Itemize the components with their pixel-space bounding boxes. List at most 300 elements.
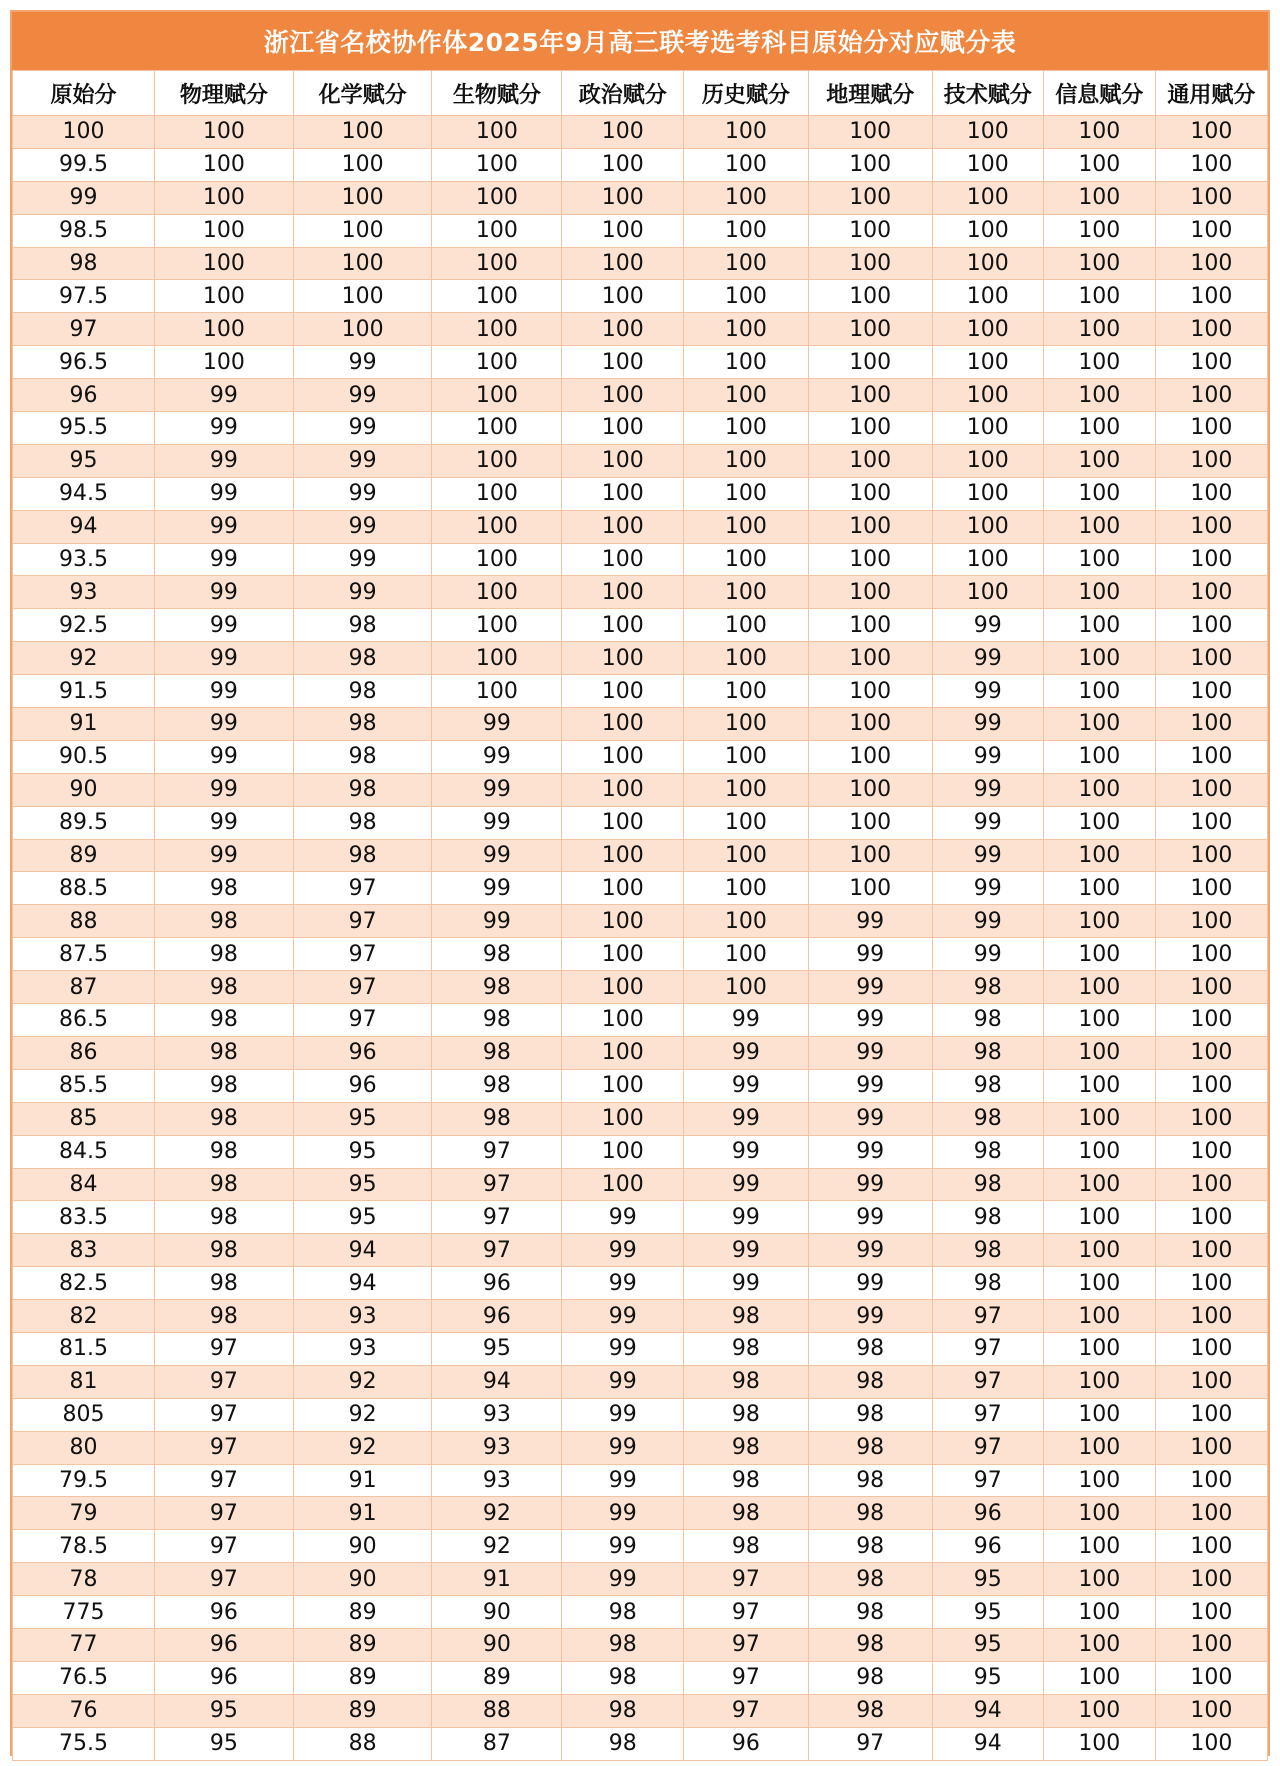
scaled-score-cell: 100: [684, 543, 808, 576]
scaled-score-cell: 99: [155, 708, 294, 741]
scaled-score-cell: 99: [684, 1102, 808, 1135]
scaled-score-cell: 99: [432, 773, 562, 806]
scaled-score-cell: 98: [293, 708, 432, 741]
table-row: [13, 1365, 1268, 1398]
scaled-score-cell: 100: [562, 708, 684, 741]
scaled-score-cell: 100: [932, 576, 1043, 609]
raw-score-cell: 87: [13, 971, 155, 1004]
scaled-score-cell: 99: [432, 872, 562, 905]
scaled-score-cell: 100: [808, 444, 932, 477]
table-row: [13, 642, 1268, 675]
scaled-score-cell: 99: [684, 1004, 808, 1037]
scaled-score-cell: 100: [1043, 938, 1155, 971]
scaled-score-cell: 89: [293, 1694, 432, 1727]
scaled-score-cell: 100: [293, 247, 432, 280]
scaled-score-cell: 100: [432, 148, 562, 181]
scaled-score-cell: 99: [432, 740, 562, 773]
scaled-score-cell: 98: [932, 1004, 1043, 1037]
raw-score-cell: 95.5: [13, 412, 155, 445]
raw-score-cell: 88.5: [13, 872, 155, 905]
scaled-score-cell: 100: [432, 412, 562, 445]
scaled-score-cell: 98: [932, 1201, 1043, 1234]
scaled-score-cell: 99: [932, 773, 1043, 806]
scaled-score-cell: 100: [562, 839, 684, 872]
scaled-score-cell: 100: [1155, 1464, 1267, 1497]
scaled-score-cell: 99: [293, 576, 432, 609]
scaled-score-cell: 100: [808, 543, 932, 576]
scaled-score-cell: 95: [293, 1135, 432, 1168]
scaled-score-cell: 100: [808, 806, 932, 839]
scaled-score-cell: 100: [808, 609, 932, 642]
scaled-score-cell: 100: [808, 576, 932, 609]
scaled-score-cell: 100: [1155, 1069, 1267, 1102]
raw-score-cell: 96.5: [13, 346, 155, 379]
scaled-score-cell: 100: [562, 740, 684, 773]
scaled-score-cell: 100: [808, 346, 932, 379]
scaled-score-cell: 100: [1043, 1069, 1155, 1102]
scaled-score-cell: 100: [1043, 247, 1155, 280]
table-row: [13, 938, 1268, 971]
scaled-score-cell: 98: [432, 1036, 562, 1069]
scaled-score-cell: 100: [932, 543, 1043, 576]
scaled-score-cell: 96: [432, 1300, 562, 1333]
scaled-score-cell: 98: [155, 1201, 294, 1234]
scaled-score-cell: 99: [684, 1234, 808, 1267]
scaled-score-cell: 100: [1155, 1168, 1267, 1201]
scaled-score-cell: 95: [932, 1596, 1043, 1629]
raw-score-cell: 84.5: [13, 1135, 155, 1168]
raw-score-cell: 82: [13, 1300, 155, 1333]
scaled-score-cell: 100: [684, 379, 808, 412]
scaled-score-cell: 100: [684, 675, 808, 708]
table-row: [13, 1069, 1268, 1102]
scaled-score-cell: 98: [932, 1267, 1043, 1300]
scaled-score-cell: 98: [684, 1300, 808, 1333]
header-row: [13, 71, 1268, 116]
scaled-score-cell: 99: [562, 1267, 684, 1300]
scaled-score-cell: 100: [808, 214, 932, 247]
scaled-score-cell: 98: [684, 1365, 808, 1398]
raw-score-cell: 82.5: [13, 1267, 155, 1300]
table-row: [13, 1497, 1268, 1530]
scaled-score-cell: 98: [808, 1694, 932, 1727]
raw-score-cell: 85.5: [13, 1069, 155, 1102]
scaled-score-cell: 100: [1155, 1332, 1267, 1365]
scaled-score-cell: 97: [293, 872, 432, 905]
score-table-sheet: [10, 10, 1270, 1756]
scaled-score-cell: 100: [155, 313, 294, 346]
scaled-score-cell: 93: [432, 1398, 562, 1431]
scaled-score-cell: 100: [932, 181, 1043, 214]
table-row: [13, 740, 1268, 773]
scaled-score-cell: 100: [155, 181, 294, 214]
scaled-score-cell: 99: [155, 740, 294, 773]
scaled-score-cell: 100: [562, 379, 684, 412]
scaled-score-cell: 97: [293, 971, 432, 1004]
scaled-score-cell: 95: [155, 1727, 294, 1760]
scaled-score-cell: 100: [1155, 1431, 1267, 1464]
scaled-score-cell: 100: [1043, 839, 1155, 872]
scaled-score-cell: 99: [808, 971, 932, 1004]
scaled-score-cell: 100: [1155, 773, 1267, 806]
scaled-score-cell: 100: [562, 773, 684, 806]
scaled-score-cell: 100: [1155, 444, 1267, 477]
scaled-score-cell: 97: [155, 1332, 294, 1365]
raw-score-cell: 80: [13, 1431, 155, 1464]
raw-score-cell: 92: [13, 642, 155, 675]
scaled-score-cell: 100: [932, 148, 1043, 181]
scaled-score-cell: 98: [155, 1168, 294, 1201]
table-row: [13, 313, 1268, 346]
scaled-score-cell: 98: [432, 1004, 562, 1037]
table-row: [13, 1398, 1268, 1431]
scaled-score-cell: 100: [1043, 806, 1155, 839]
column-header: 历史赋分: [684, 71, 808, 116]
scaled-score-cell: 100: [1043, 346, 1155, 379]
scaled-score-cell: 100: [562, 247, 684, 280]
scaled-score-cell: 99: [155, 543, 294, 576]
scaled-score-cell: 100: [808, 148, 932, 181]
scaled-score-cell: 92: [432, 1497, 562, 1530]
scaled-score-cell: 100: [684, 971, 808, 1004]
scaled-score-cell: 98: [432, 1102, 562, 1135]
raw-score-cell: 94.5: [13, 477, 155, 510]
scaled-score-cell: 97: [932, 1365, 1043, 1398]
scaled-score-cell: 99: [293, 412, 432, 445]
raw-score-cell: 79.5: [13, 1464, 155, 1497]
scaled-score-cell: 100: [562, 938, 684, 971]
scaled-score-cell: 100: [155, 280, 294, 313]
scaled-score-cell: 100: [808, 675, 932, 708]
table-row: [13, 806, 1268, 839]
table-row: [13, 1530, 1268, 1563]
scaled-score-cell: 99: [562, 1201, 684, 1234]
score-conversion-table: [12, 70, 1268, 1761]
table-row: [13, 543, 1268, 576]
scaled-score-cell: 100: [808, 708, 932, 741]
scaled-score-cell: 99: [808, 1168, 932, 1201]
scaled-score-cell: 100: [293, 116, 432, 149]
scaled-score-cell: 99: [808, 1201, 932, 1234]
scaled-score-cell: 99: [155, 609, 294, 642]
scaled-score-cell: 99: [932, 806, 1043, 839]
scaled-score-cell: 100: [932, 510, 1043, 543]
table-row: [13, 214, 1268, 247]
scaled-score-cell: 98: [293, 806, 432, 839]
scaled-score-cell: 100: [1043, 1431, 1155, 1464]
scaled-score-cell: 100: [432, 642, 562, 675]
scaled-score-cell: 100: [684, 412, 808, 445]
column-header: 地理赋分: [808, 71, 932, 116]
scaled-score-cell: 100: [562, 1036, 684, 1069]
scaled-score-cell: 98: [932, 1168, 1043, 1201]
raw-score-cell: 86: [13, 1036, 155, 1069]
scaled-score-cell: 100: [432, 247, 562, 280]
scaled-score-cell: 98: [293, 773, 432, 806]
scaled-score-cell: 100: [562, 905, 684, 938]
scaled-score-cell: 98: [932, 1102, 1043, 1135]
scaled-score-cell: 98: [562, 1661, 684, 1694]
scaled-score-cell: 99: [932, 609, 1043, 642]
scaled-score-cell: 100: [1043, 1267, 1155, 1300]
scaled-score-cell: 99: [562, 1431, 684, 1464]
scaled-score-cell: 100: [562, 313, 684, 346]
scaled-score-cell: 99: [155, 576, 294, 609]
scaled-score-cell: 100: [1043, 1365, 1155, 1398]
scaled-score-cell: 100: [1155, 1661, 1267, 1694]
scaled-score-cell: 99: [808, 1234, 932, 1267]
scaled-score-cell: 91: [293, 1464, 432, 1497]
scaled-score-cell: 100: [1043, 477, 1155, 510]
scaled-score-cell: 100: [1155, 412, 1267, 445]
scaled-score-cell: 90: [293, 1563, 432, 1596]
column-header: 原始分: [13, 71, 155, 116]
scaled-score-cell: 98: [808, 1464, 932, 1497]
raw-score-cell: 775: [13, 1596, 155, 1629]
scaled-score-cell: 99: [293, 477, 432, 510]
scaled-score-cell: 97: [432, 1135, 562, 1168]
raw-score-cell: 76: [13, 1694, 155, 1727]
scaled-score-cell: 100: [1043, 1102, 1155, 1135]
scaled-score-cell: 100: [684, 477, 808, 510]
scaled-score-cell: 91: [432, 1563, 562, 1596]
table-row: [13, 1135, 1268, 1168]
scaled-score-cell: 100: [562, 1069, 684, 1102]
scaled-score-cell: 99: [293, 379, 432, 412]
scaled-score-cell: 99: [155, 477, 294, 510]
scaled-score-cell: 99: [432, 839, 562, 872]
scaled-score-cell: 100: [432, 116, 562, 149]
scaled-score-cell: 99: [155, 675, 294, 708]
scaled-score-cell: 100: [562, 346, 684, 379]
scaled-score-cell: 98: [562, 1694, 684, 1727]
scaled-score-cell: 100: [1043, 1300, 1155, 1333]
scaled-score-cell: 99: [932, 839, 1043, 872]
scaled-score-cell: 97: [932, 1464, 1043, 1497]
scaled-score-cell: 99: [808, 938, 932, 971]
scaled-score-cell: 98: [155, 938, 294, 971]
scaled-score-cell: 91: [293, 1497, 432, 1530]
scaled-score-cell: 100: [1043, 1004, 1155, 1037]
scaled-score-cell: 99: [562, 1332, 684, 1365]
scaled-score-cell: 100: [808, 280, 932, 313]
scaled-score-cell: 97: [155, 1563, 294, 1596]
scaled-score-cell: 97: [684, 1563, 808, 1596]
scaled-score-cell: 100: [932, 116, 1043, 149]
scaled-score-cell: 99: [155, 412, 294, 445]
table-row: [13, 1661, 1268, 1694]
scaled-score-cell: 100: [432, 477, 562, 510]
scaled-score-cell: 100: [932, 477, 1043, 510]
scaled-score-cell: 100: [1155, 1267, 1267, 1300]
scaled-score-cell: 100: [562, 806, 684, 839]
scaled-score-cell: 99: [808, 1036, 932, 1069]
raw-score-cell: 86.5: [13, 1004, 155, 1037]
column-header: 通用赋分: [1155, 71, 1267, 116]
scaled-score-cell: 99: [808, 1004, 932, 1037]
scaled-score-cell: 100: [293, 148, 432, 181]
scaled-score-cell: 100: [432, 576, 562, 609]
scaled-score-cell: 100: [1043, 1135, 1155, 1168]
scaled-score-cell: 100: [155, 116, 294, 149]
column-header: 生物赋分: [432, 71, 562, 116]
scaled-score-cell: 100: [562, 280, 684, 313]
scaled-score-cell: 100: [808, 839, 932, 872]
scaled-score-cell: 100: [155, 346, 294, 379]
raw-score-cell: 83.5: [13, 1201, 155, 1234]
scaled-score-cell: 98: [293, 740, 432, 773]
scaled-score-cell: 99: [155, 773, 294, 806]
raw-score-cell: 77: [13, 1628, 155, 1661]
scaled-score-cell: 100: [932, 214, 1043, 247]
scaled-score-cell: 100: [432, 543, 562, 576]
scaled-score-cell: 100: [684, 181, 808, 214]
scaled-score-cell: 95: [932, 1628, 1043, 1661]
scaled-score-cell: 98: [293, 839, 432, 872]
scaled-score-cell: 100: [684, 116, 808, 149]
table-row: [13, 444, 1268, 477]
scaled-score-cell: 99: [155, 444, 294, 477]
scaled-score-cell: 97: [432, 1234, 562, 1267]
scaled-score-cell: 97: [808, 1727, 932, 1760]
scaled-score-cell: 100: [1155, 1135, 1267, 1168]
scaled-score-cell: 97: [155, 1365, 294, 1398]
table-row: [13, 280, 1268, 313]
scaled-score-cell: 99: [932, 675, 1043, 708]
scaled-score-cell: 100: [1155, 1497, 1267, 1530]
scaled-score-cell: 100: [562, 1004, 684, 1037]
scaled-score-cell: 90: [293, 1530, 432, 1563]
scaled-score-cell: 100: [684, 839, 808, 872]
scaled-score-cell: 97: [932, 1398, 1043, 1431]
scaled-score-cell: 100: [1155, 1300, 1267, 1333]
scaled-score-cell: 98: [808, 1628, 932, 1661]
scaled-score-cell: 99: [155, 379, 294, 412]
scaled-score-cell: 98: [684, 1431, 808, 1464]
scaled-score-cell: 99: [808, 1267, 932, 1300]
scaled-score-cell: 97: [293, 905, 432, 938]
scaled-score-cell: 100: [1043, 609, 1155, 642]
scaled-score-cell: 98: [432, 971, 562, 1004]
scaled-score-cell: 97: [932, 1332, 1043, 1365]
scaled-score-cell: 100: [932, 379, 1043, 412]
scaled-score-cell: 92: [293, 1365, 432, 1398]
scaled-score-cell: 100: [1155, 1727, 1267, 1760]
column-header: 政治赋分: [562, 71, 684, 116]
scaled-score-cell: 100: [808, 379, 932, 412]
scaled-score-cell: 98: [808, 1332, 932, 1365]
scaled-score-cell: 97: [293, 938, 432, 971]
scaled-score-cell: 95: [932, 1661, 1043, 1694]
scaled-score-cell: 100: [1043, 872, 1155, 905]
scaled-score-cell: 96: [293, 1036, 432, 1069]
scaled-score-cell: 100: [808, 510, 932, 543]
scaled-score-cell: 93: [293, 1300, 432, 1333]
table-row: [13, 1267, 1268, 1300]
scaled-score-cell: 100: [808, 247, 932, 280]
scaled-score-cell: 100: [432, 346, 562, 379]
scaled-score-cell: 100: [1155, 181, 1267, 214]
scaled-score-cell: 100: [1155, 1036, 1267, 1069]
table-title: 浙江省名校协作体2025年9月高三联考选考科目原始分对应赋分表: [12, 12, 1268, 70]
scaled-score-cell: 87: [432, 1727, 562, 1760]
scaled-score-cell: 100: [1043, 1234, 1155, 1267]
scaled-score-cell: 100: [1043, 1727, 1155, 1760]
scaled-score-cell: 100: [562, 412, 684, 445]
scaled-score-cell: 98: [155, 1102, 294, 1135]
scaled-score-cell: 100: [1043, 675, 1155, 708]
scaled-score-cell: 98: [562, 1628, 684, 1661]
scaled-score-cell: 100: [432, 313, 562, 346]
table-row: [13, 116, 1268, 149]
raw-score-cell: 88: [13, 905, 155, 938]
scaled-score-cell: 100: [1043, 181, 1155, 214]
scaled-score-cell: 100: [1043, 510, 1155, 543]
column-header: 技术赋分: [932, 71, 1043, 116]
scaled-score-cell: 99: [932, 642, 1043, 675]
scaled-score-cell: 99: [932, 740, 1043, 773]
scaled-score-cell: 99: [932, 905, 1043, 938]
scaled-score-cell: 94: [932, 1694, 1043, 1727]
scaled-score-cell: 100: [1155, 280, 1267, 313]
scaled-score-cell: 98: [432, 1069, 562, 1102]
scaled-score-cell: 95: [293, 1102, 432, 1135]
scaled-score-cell: 100: [1155, 116, 1267, 149]
scaled-score-cell: 98: [432, 938, 562, 971]
scaled-score-cell: 100: [1043, 740, 1155, 773]
scaled-score-cell: 94: [932, 1727, 1043, 1760]
scaled-score-cell: 100: [1043, 642, 1155, 675]
raw-score-cell: 91.5: [13, 675, 155, 708]
scaled-score-cell: 98: [808, 1398, 932, 1431]
table-row: [13, 675, 1268, 708]
scaled-score-cell: 100: [1043, 905, 1155, 938]
raw-score-cell: 83: [13, 1234, 155, 1267]
scaled-score-cell: 100: [1155, 642, 1267, 675]
scaled-score-cell: 98: [808, 1530, 932, 1563]
table-row: [13, 1201, 1268, 1234]
scaled-score-cell: 100: [293, 313, 432, 346]
scaled-score-cell: 100: [808, 872, 932, 905]
raw-score-cell: 75.5: [13, 1727, 155, 1760]
scaled-score-cell: 99: [562, 1234, 684, 1267]
scaled-score-cell: 100: [1043, 1036, 1155, 1069]
scaled-score-cell: 98: [562, 1727, 684, 1760]
scaled-score-cell: 88: [293, 1727, 432, 1760]
scaled-score-cell: 100: [155, 214, 294, 247]
scaled-score-cell: 100: [684, 148, 808, 181]
scaled-score-cell: 89: [293, 1661, 432, 1694]
raw-score-cell: 94: [13, 510, 155, 543]
table-row: [13, 1694, 1268, 1727]
scaled-score-cell: 100: [684, 938, 808, 971]
scaled-score-cell: 100: [684, 609, 808, 642]
scaled-score-cell: 100: [1155, 1398, 1267, 1431]
table-row: [13, 379, 1268, 412]
scaled-score-cell: 99: [155, 510, 294, 543]
scaled-score-cell: 99: [932, 938, 1043, 971]
scaled-score-cell: 100: [684, 872, 808, 905]
scaled-score-cell: 100: [155, 247, 294, 280]
scaled-score-cell: 98: [808, 1661, 932, 1694]
scaled-score-cell: 100: [1155, 1201, 1267, 1234]
scaled-score-cell: 97: [932, 1431, 1043, 1464]
scaled-score-cell: 98: [808, 1563, 932, 1596]
scaled-score-cell: 100: [432, 444, 562, 477]
scaled-score-cell: 100: [1155, 609, 1267, 642]
scaled-score-cell: 99: [155, 839, 294, 872]
scaled-score-cell: 100: [432, 214, 562, 247]
